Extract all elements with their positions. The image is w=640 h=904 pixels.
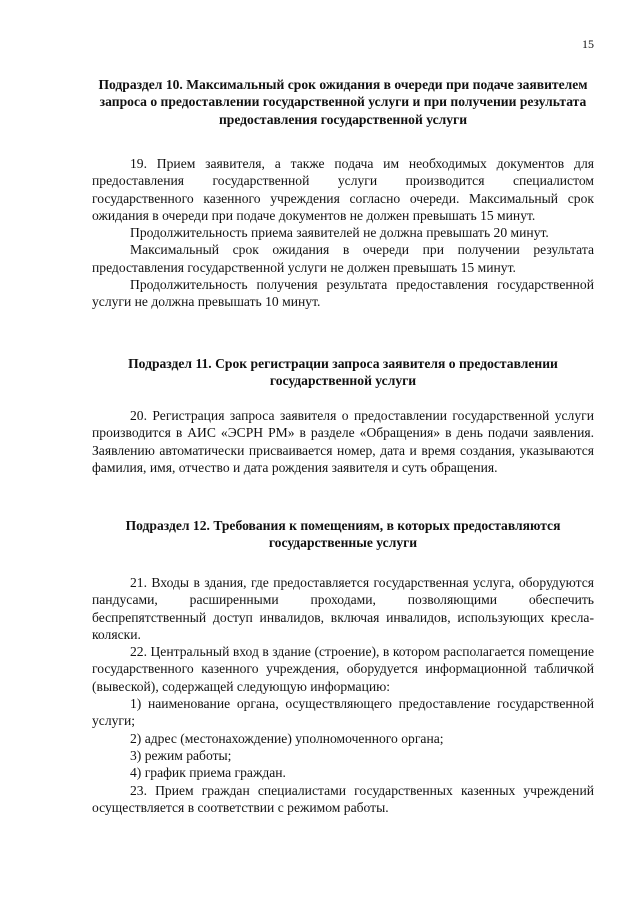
section-11-body xyxy=(92,407,594,476)
list-item: 4) график приема граждан. xyxy=(130,765,286,781)
list-item: 3) режим работы; xyxy=(130,747,232,763)
section-12-heading-block xyxy=(92,517,594,552)
paragraph: 19. Прием заявителя, а также подача им необходимых документов для предоставления государственной услуги производится специалистом государственного казенного учреждения согласно очереди. Максимальный срок ожидания в очереди при подаче документов не должен превышать 15 минут. xyxy=(92,156,594,223)
section-11-heading-block xyxy=(92,355,594,390)
paragraph: Максимальный срок ожидания в очереди при получении результата предоставления государственной услуги не должен превышать 15 минут. xyxy=(92,242,594,275)
paragraph: 20. Регистрация запроса заявителя о предоставлении государственной услуги производится в АИС «ЭСРН РМ» в разделе «Обращения» в день подачи заявления. Заявлению автоматически присваивается номер, дата и время создания, указываются фамилия, имя, отчество и дата рождения заявителя и суть обращения. xyxy=(92,408,594,475)
paragraph: 23. Прием граждан специалистами государственных казенных учреждений осуществляется в соответствии с режимом работы. xyxy=(92,782,594,815)
section-10-heading-block xyxy=(92,76,594,128)
section-12-body xyxy=(92,574,594,816)
section-heading: Подраздел 12. Требования к помещениям, в которых предоставляются государственные услуги xyxy=(125,518,561,551)
paragraph: 22. Центральный вход в здание (строение), в котором располагается помещение государственного казенного учреждения, оборудуется информационной табличкой (вывеской), содержащей следующую информацию: xyxy=(92,644,594,694)
paragraph: 21. Входы в здания, где предоставляется государственная услуга, оборудуются пандусами, расширенными проходами, позволяющими обеспечить беспрепятственный доступ инвалидов, включая инвалидов, использующих кресла-коляски. xyxy=(92,575,594,642)
list-item: 2) адрес (местонахождение) уполномоченного органа; xyxy=(130,730,444,746)
section-heading: Подраздел 11. Срок регистрации запроса заявителя о предоставлении государственной услуги xyxy=(128,356,558,389)
list-item: 1) наименование органа, осуществляющего предоставление государственной услуги; xyxy=(92,696,594,729)
page-number: 15 xyxy=(582,37,594,51)
section-heading: Подраздел 10. Максимальный срок ожидания в очереди при подаче заявителем запроса о предоставлении государственной услуги и при получении результата предоставления государственной услуги xyxy=(98,77,588,127)
section-10-body xyxy=(92,155,594,311)
paragraph: Продолжительность получения результата предоставления государственной услуги не должна превышать 10 минут. xyxy=(92,277,594,310)
paragraph: Продолжительность приема заявителей не должна превышать 20 минут. xyxy=(130,225,549,241)
